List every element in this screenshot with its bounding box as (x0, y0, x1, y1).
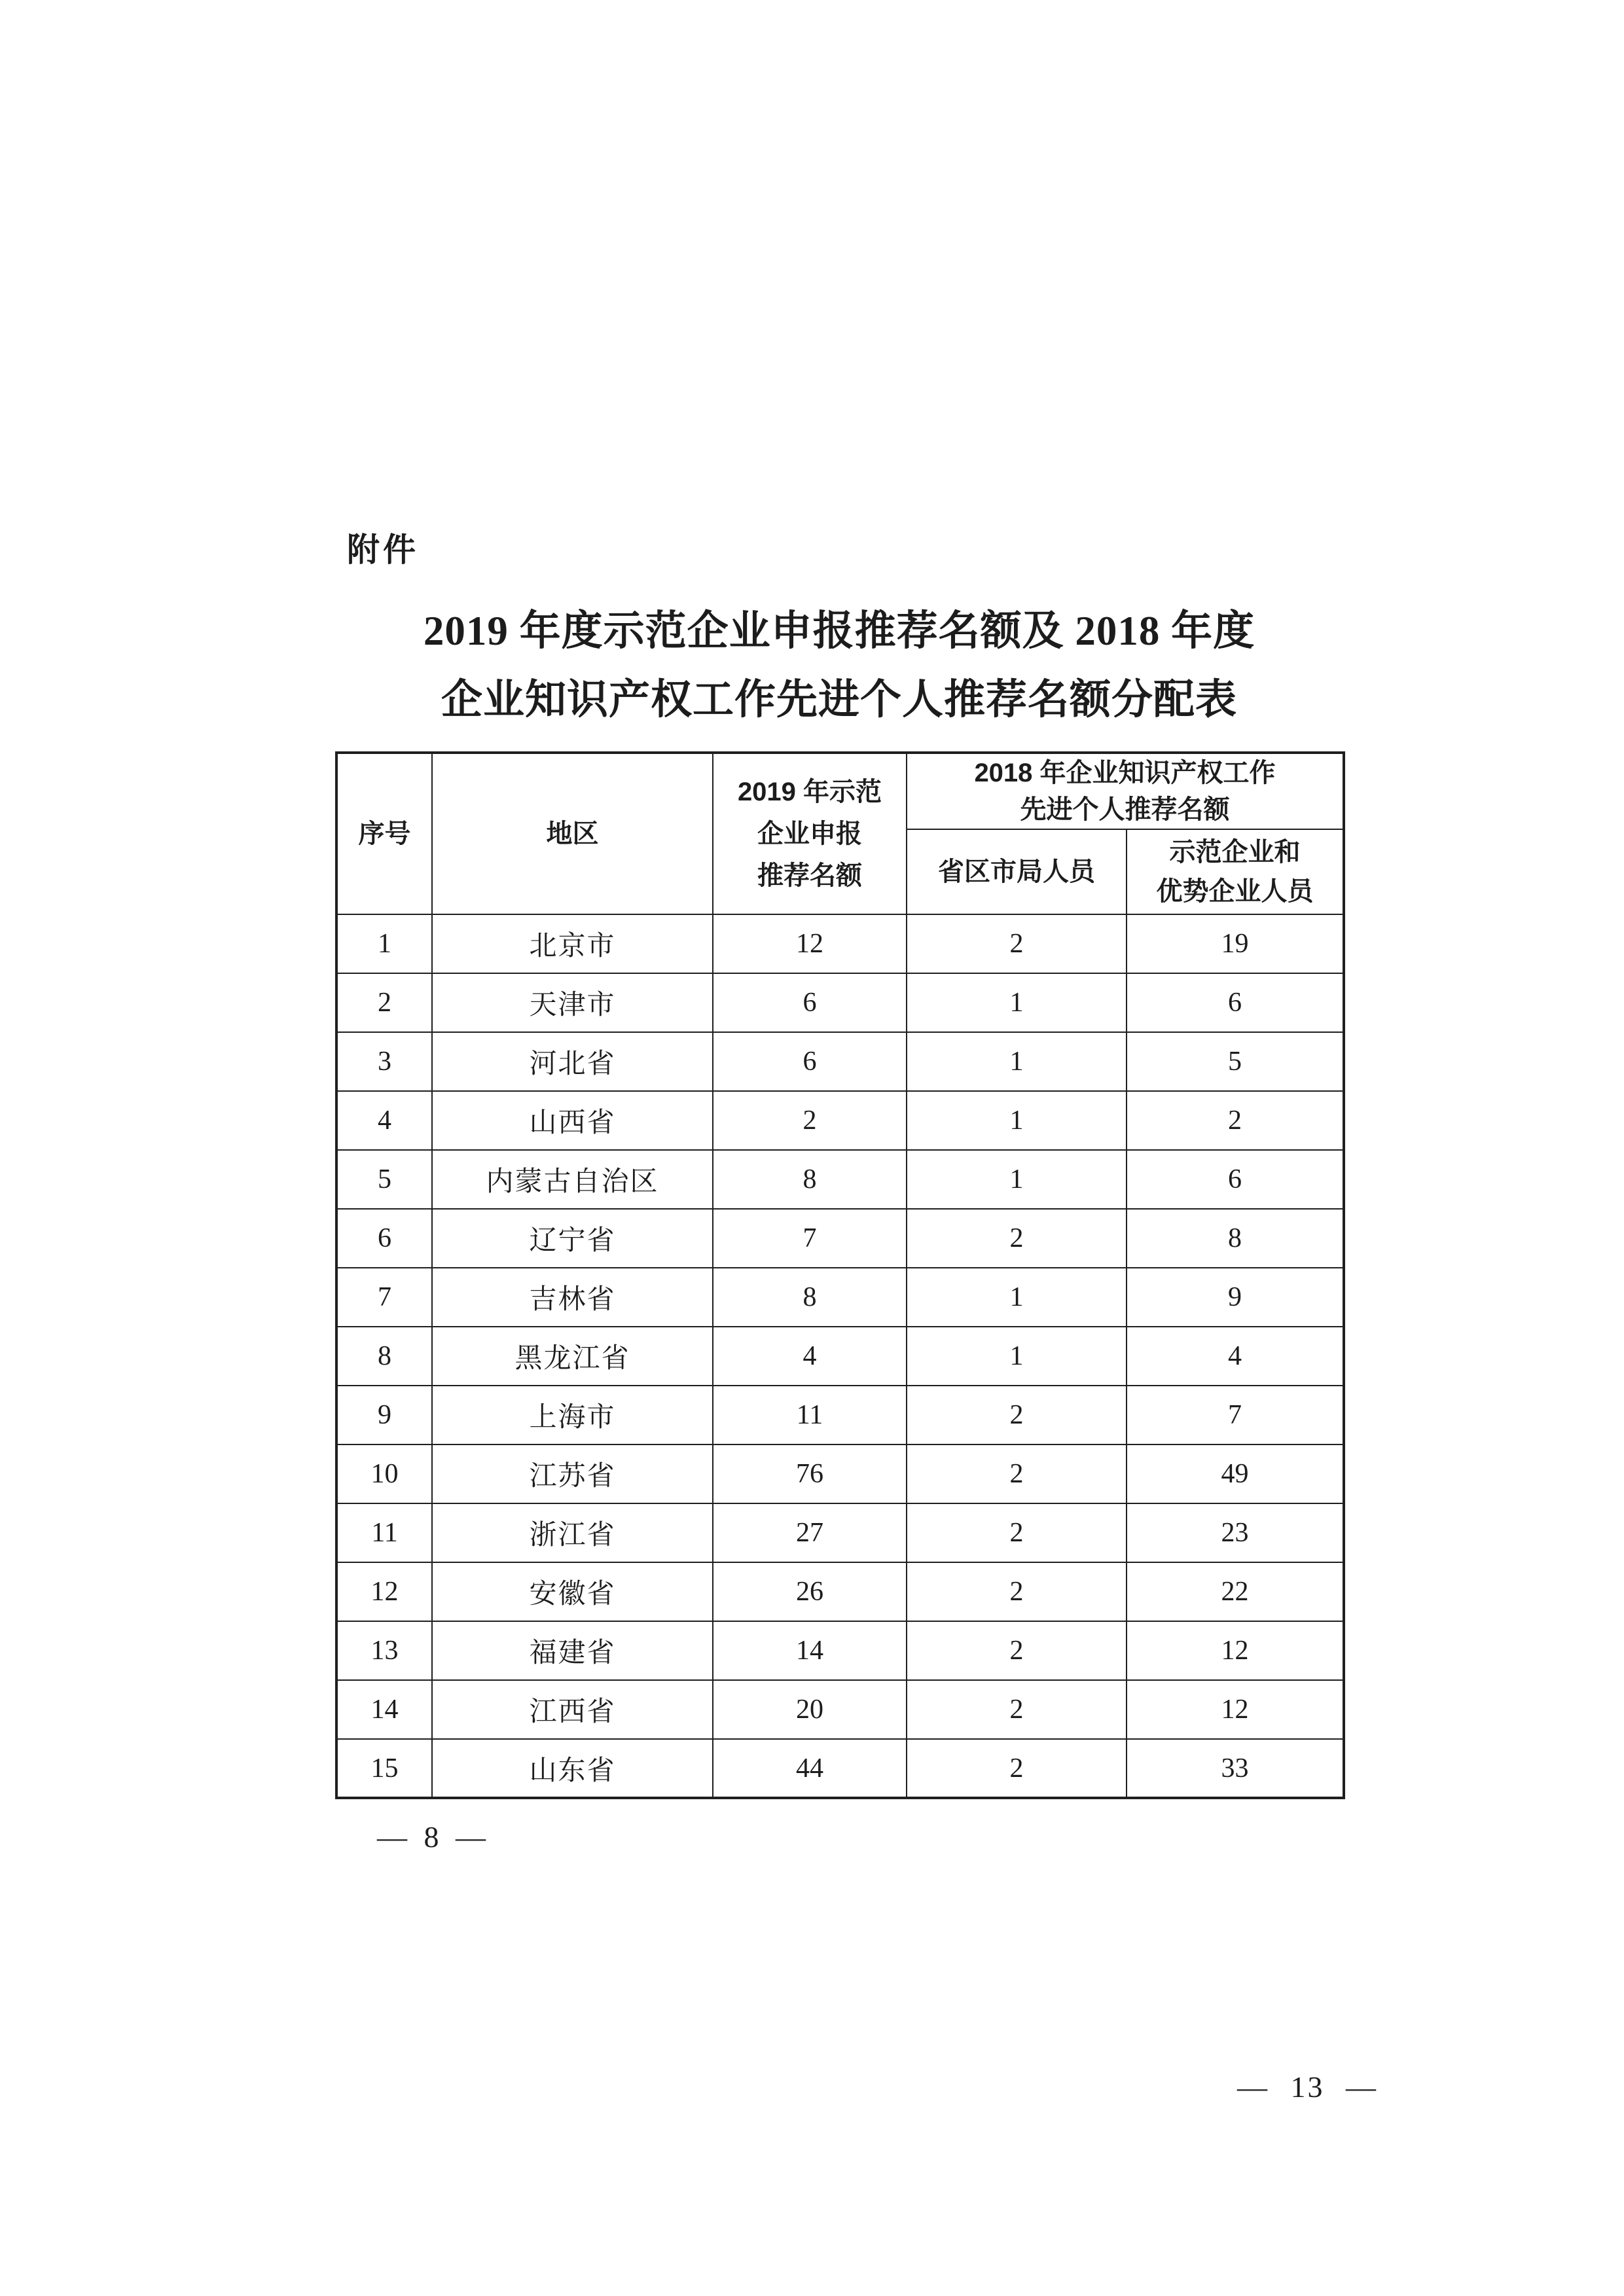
cell-bureau-quota: 2 (907, 1621, 1127, 1680)
cell-enterprise-quota: 12 (1127, 1621, 1344, 1680)
header-2019-line-1: 2019 年示范 (737, 778, 882, 806)
cell-no: 15 (336, 1739, 432, 1798)
table-row (336, 973, 1344, 1032)
cell-bureau-quota: 2 (907, 1562, 1127, 1621)
cell-enterprise-quota: 7 (1127, 1386, 1344, 1444)
cell-2019-quota: 27 (713, 1503, 907, 1562)
table-row (336, 1621, 1344, 1680)
cell-enterprise-quota: 49 (1127, 1444, 1344, 1503)
cell-region: 安徽省 (432, 1562, 713, 1621)
title-line-1: 2019 年度示范企业申报推荐名额及 2018 年度 (423, 608, 1255, 654)
header-enterprise-line-2: 优势企业人员 (1156, 877, 1314, 906)
cell-region: 黑龙江省 (432, 1327, 713, 1386)
quota-allocation-table (335, 751, 1345, 1799)
cell-bureau-quota: 1 (907, 1150, 1127, 1209)
cell-bureau-quota: 1 (907, 1032, 1127, 1091)
table-row (336, 914, 1344, 973)
cell-2019-quota: 4 (713, 1327, 907, 1386)
cell-no: 11 (336, 1503, 432, 1562)
cell-region: 江西省 (432, 1680, 713, 1739)
cell-2019-quota: 6 (713, 1032, 907, 1091)
cell-enterprise-quota: 2 (1127, 1091, 1344, 1150)
cell-bureau-quota: 2 (907, 1386, 1127, 1444)
attachment-label: 附件 (347, 531, 419, 568)
cell-enterprise-quota: 12 (1127, 1680, 1344, 1739)
table-row (336, 1150, 1344, 1209)
cell-bureau-quota: 2 (907, 1209, 1127, 1268)
cell-enterprise-quota: 6 (1127, 973, 1344, 1032)
cell-region: 天津市 (432, 973, 713, 1032)
cell-no: 13 (336, 1621, 432, 1680)
header-enterprise-staff (1127, 829, 1344, 914)
cell-region: 江苏省 (432, 1444, 713, 1503)
cell-region: 山西省 (432, 1091, 713, 1150)
cell-no: 10 (336, 1444, 432, 1503)
cell-enterprise-quota: 8 (1127, 1209, 1344, 1268)
cell-enterprise-quota: 6 (1127, 1150, 1344, 1209)
inner-page-number: — 8 — (377, 1820, 486, 1854)
header-no: 序号 (336, 753, 432, 914)
cell-no: 12 (336, 1562, 432, 1621)
table-body (336, 914, 1344, 1798)
header-2018-line-2: 先进个人推荐名额 (1020, 795, 1230, 824)
header-2019-line-2: 企业申报 (757, 819, 862, 848)
cell-no: 14 (336, 1680, 432, 1739)
cell-region: 上海市 (432, 1386, 713, 1444)
outer-page-number: — 13 — (1237, 2070, 1378, 2104)
table-row (336, 1268, 1344, 1327)
cell-no: 5 (336, 1150, 432, 1209)
cell-bureau-quota: 2 (907, 1739, 1127, 1798)
cell-region: 内蒙古自治区 (432, 1150, 713, 1209)
header-2019-quota (713, 753, 907, 914)
cell-2019-quota: 2 (713, 1091, 907, 1150)
cell-bureau-quota: 1 (907, 1268, 1127, 1327)
cell-bureau-quota: 2 (907, 914, 1127, 973)
cell-2019-quota: 8 (713, 1150, 907, 1209)
table-row (336, 1444, 1344, 1503)
cell-2019-quota: 26 (713, 1562, 907, 1621)
cell-bureau-quota: 2 (907, 1444, 1127, 1503)
cell-region: 浙江省 (432, 1503, 713, 1562)
cell-region: 北京市 (432, 914, 713, 973)
cell-enterprise-quota: 4 (1127, 1327, 1344, 1386)
cell-2019-quota: 20 (713, 1680, 907, 1739)
cell-region: 福建省 (432, 1621, 713, 1680)
title-line-2: 企业知识产权工作先进个人推荐名额分配表 (441, 677, 1237, 723)
table-row (336, 1503, 1344, 1562)
cell-no: 9 (336, 1386, 432, 1444)
cell-no: 8 (336, 1327, 432, 1386)
table-row (336, 1386, 1344, 1444)
header-bureau-staff: 省区市局人员 (907, 829, 1127, 914)
cell-enterprise-quota: 5 (1127, 1032, 1344, 1091)
cell-2019-quota: 8 (713, 1268, 907, 1327)
cell-no: 2 (336, 973, 432, 1032)
table-row (336, 1680, 1344, 1739)
cell-enterprise-quota: 22 (1127, 1562, 1344, 1621)
table-row (336, 1091, 1344, 1150)
header-2018-group (907, 753, 1344, 829)
cell-2019-quota: 14 (713, 1621, 907, 1680)
cell-bureau-quota: 1 (907, 1327, 1127, 1386)
cell-no: 1 (336, 914, 432, 973)
cell-region: 河北省 (432, 1032, 713, 1091)
cell-bureau-quota: 1 (907, 1091, 1127, 1150)
header-row-top (336, 753, 1344, 829)
table-row (336, 1209, 1344, 1268)
table-row (336, 1032, 1344, 1091)
cell-2019-quota: 11 (713, 1386, 907, 1444)
cell-2019-quota: 44 (713, 1739, 907, 1798)
header-2018-line-1: 2018 年企业知识产权工作 (974, 759, 1276, 787)
cell-enterprise-quota: 19 (1127, 914, 1344, 973)
header-2019-line-3: 推荐名额 (757, 861, 862, 890)
cell-enterprise-quota: 33 (1127, 1739, 1344, 1798)
cell-no: 3 (336, 1032, 432, 1091)
document-title (309, 597, 1369, 734)
table-row (336, 1327, 1344, 1386)
cell-enterprise-quota: 23 (1127, 1503, 1344, 1562)
table-row (336, 1739, 1344, 1798)
table-row (336, 1562, 1344, 1621)
cell-2019-quota: 76 (713, 1444, 907, 1503)
cell-bureau-quota: 1 (907, 973, 1127, 1032)
cell-region: 辽宁省 (432, 1209, 713, 1268)
cell-enterprise-quota: 9 (1127, 1268, 1344, 1327)
header-region: 地区 (432, 753, 713, 914)
cell-no: 6 (336, 1209, 432, 1268)
cell-region: 吉林省 (432, 1268, 713, 1327)
cell-no: 7 (336, 1268, 432, 1327)
cell-region: 山东省 (432, 1739, 713, 1798)
cell-2019-quota: 12 (713, 914, 907, 973)
cell-2019-quota: 6 (713, 973, 907, 1032)
header-enterprise-line-1: 示范企业和 (1169, 838, 1301, 867)
cell-bureau-quota: 2 (907, 1503, 1127, 1562)
table-header (336, 753, 1344, 914)
cell-no: 4 (336, 1091, 432, 1150)
cell-bureau-quota: 2 (907, 1680, 1127, 1739)
cell-2019-quota: 7 (713, 1209, 907, 1268)
